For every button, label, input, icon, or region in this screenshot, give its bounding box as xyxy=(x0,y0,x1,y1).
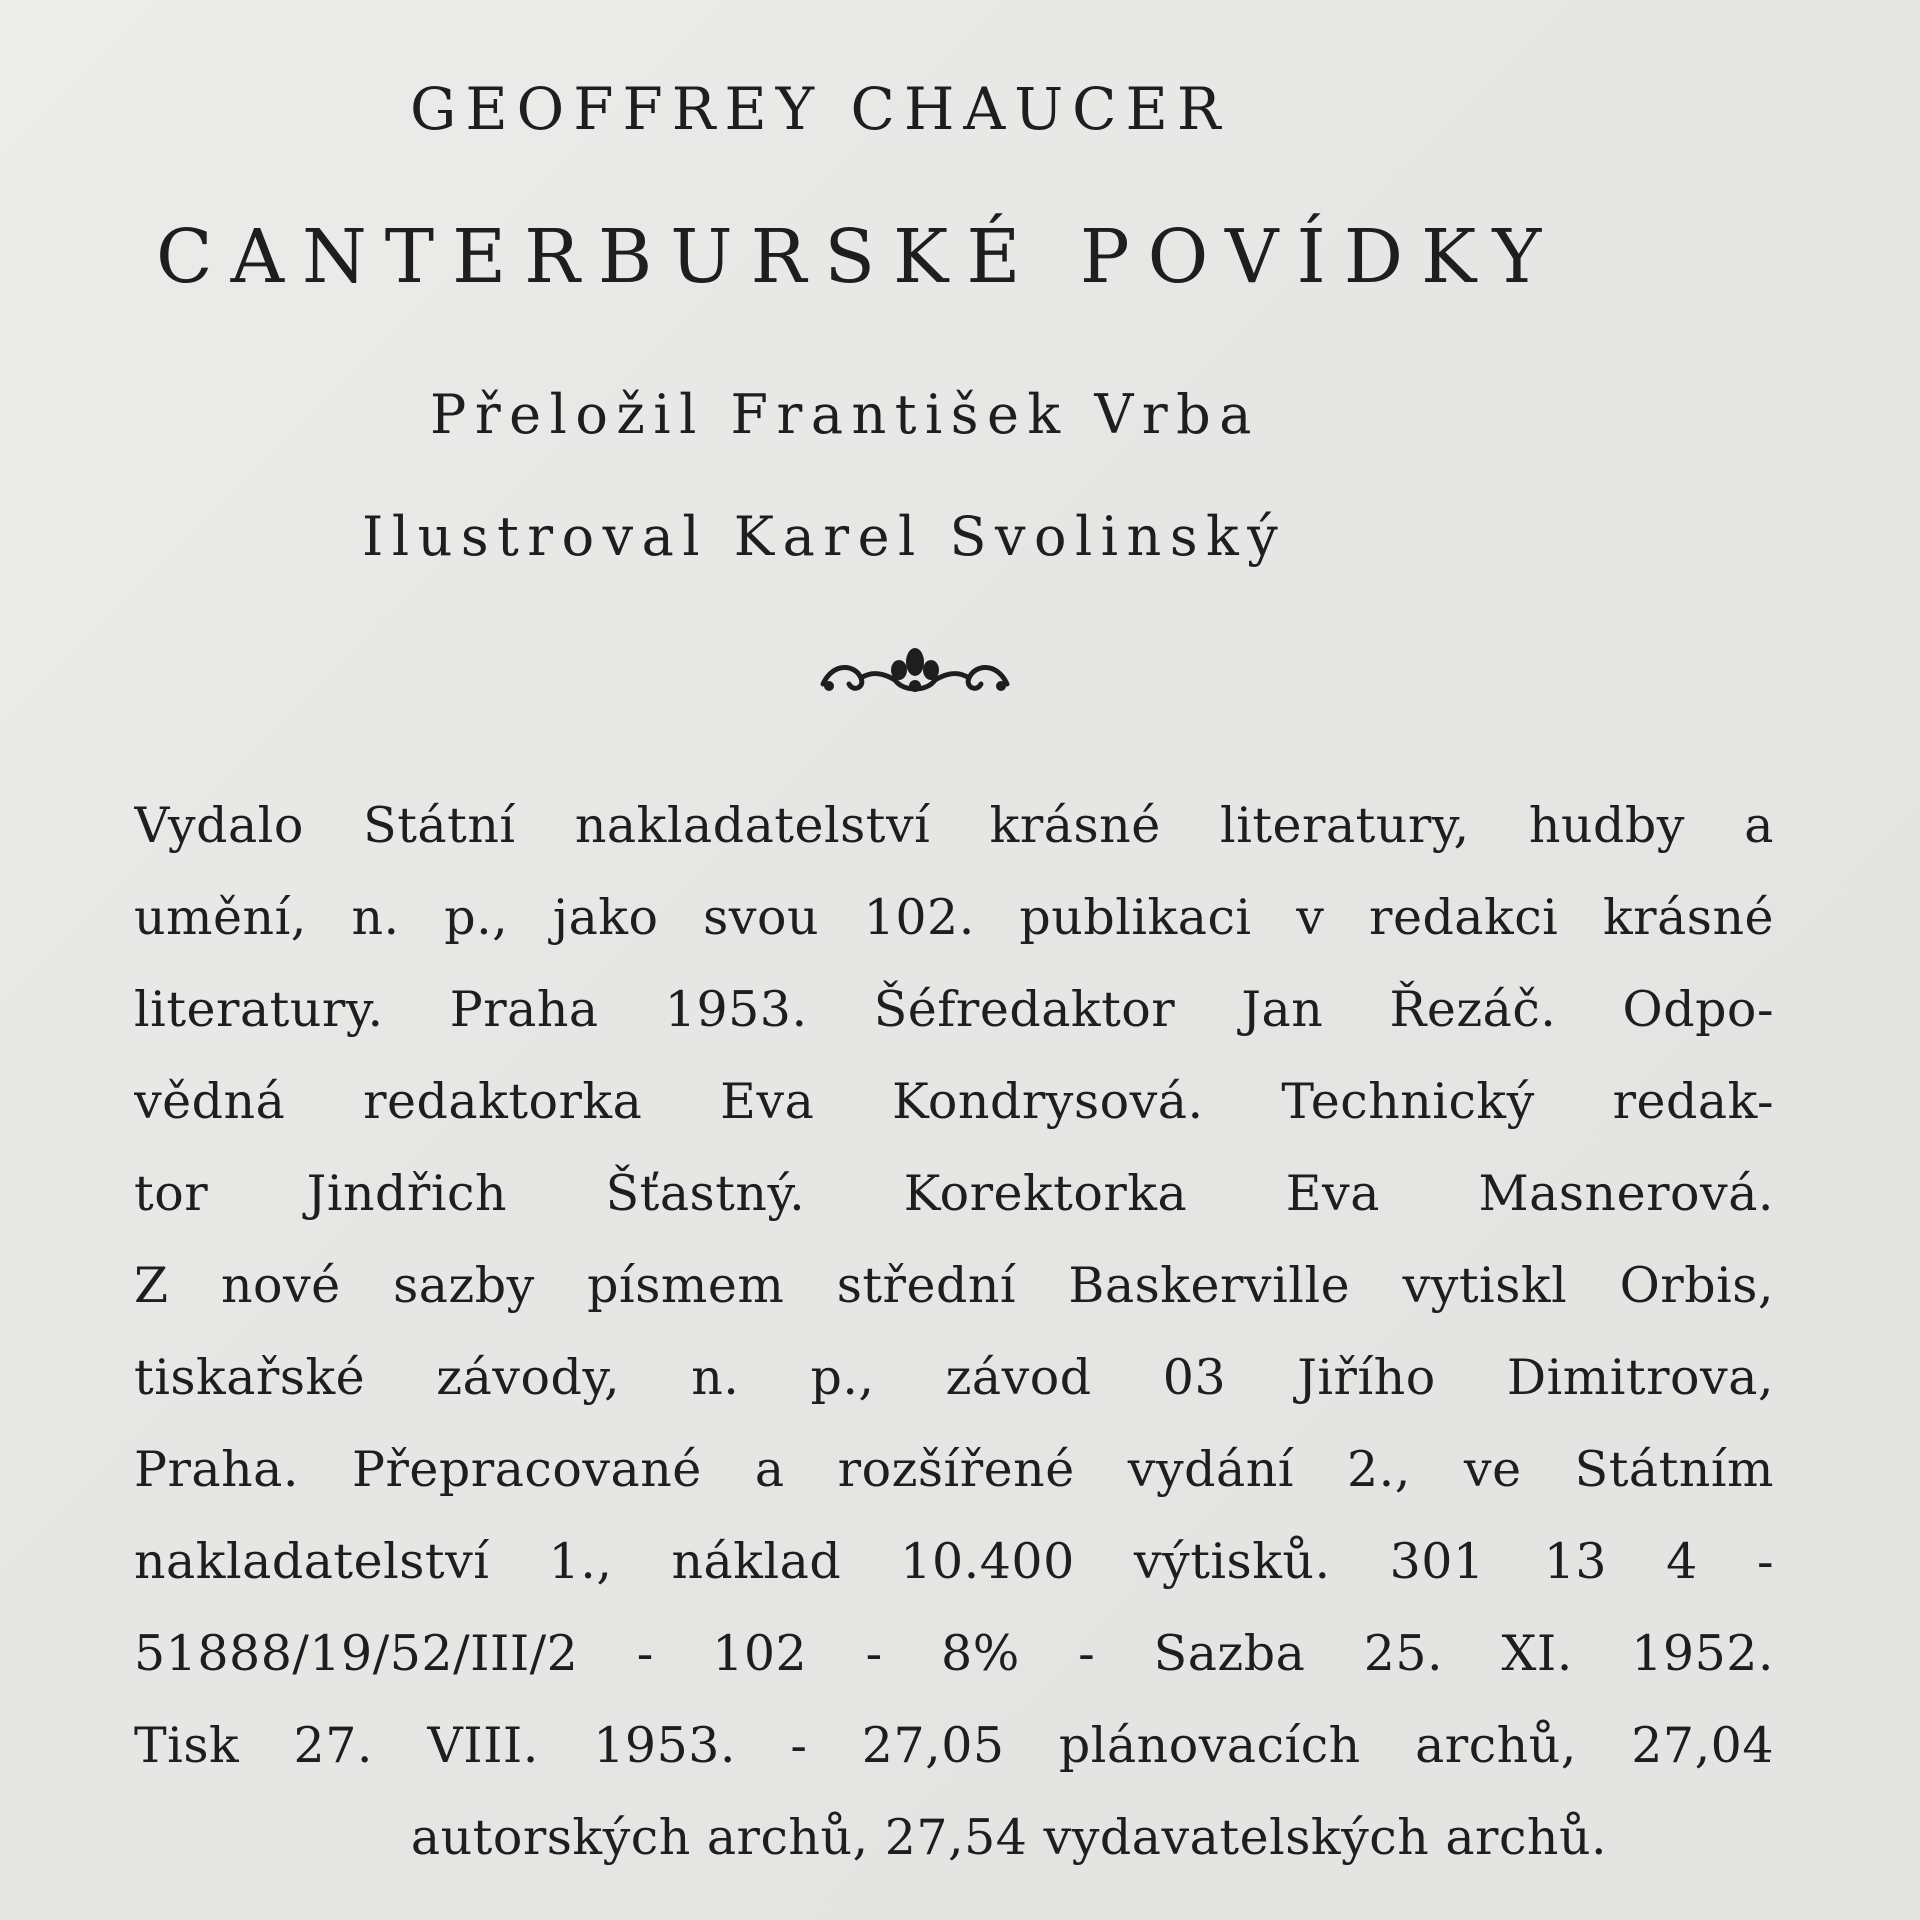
colophon-line: Vydalo Státní nakladatelství krásné literatury, hudby a xyxy=(134,797,1774,854)
colophon-line-last: autorských archů, 27,54 vydavatelských archů. xyxy=(410,1809,1608,1866)
fleuron-ornament-icon xyxy=(815,640,1015,710)
book-title: CANTERBURSKÉ POVÍDKY xyxy=(156,214,1560,300)
colophon-line: literatury. Praha 1953. Šéfredaktor Jan Řezáč. Odpo- xyxy=(134,981,1774,1038)
colophon-line: Z nové sazby písmem střední Baskerville vytiskl Orbis, xyxy=(134,1257,1774,1314)
illustrator-credit: Ilustroval Karel Svolinský xyxy=(362,505,1287,568)
colophon-text xyxy=(134,780,1774,1884)
colophon-line: vědná redaktorka Eva Kondrysová. Technický redak- xyxy=(134,1073,1774,1130)
translator-credit: Přeložil František Vrba xyxy=(430,383,1260,446)
author-name: GEOFFREY CHAUCER xyxy=(410,75,1230,143)
colophon-line: tiskařské závody, n. p., závod 03 Jiřího Dimitrova, xyxy=(134,1349,1774,1406)
colophon-line: umění, n. p., jako svou 102. publikaci v redakci krásné xyxy=(134,889,1774,946)
colophon-line: Praha. Přepracované a rozšířené vydání 2., ve Státním xyxy=(134,1441,1774,1498)
colophon-line: nakladatelství 1., náklad 10.400 výtisků. 301 13 4 - xyxy=(134,1533,1774,1590)
colophon-line: Tisk 27. VIII. 1953. - 27,05 plánovacích archů, 27,04 xyxy=(134,1717,1774,1774)
colophon-line: 51888/19/52/III/2 - 102 - 8% - Sazba 25. XI. 1952. xyxy=(134,1625,1774,1682)
colophon-line: tor Jindřich Šťastný. Korektorka Eva Masnerová. xyxy=(134,1165,1774,1222)
